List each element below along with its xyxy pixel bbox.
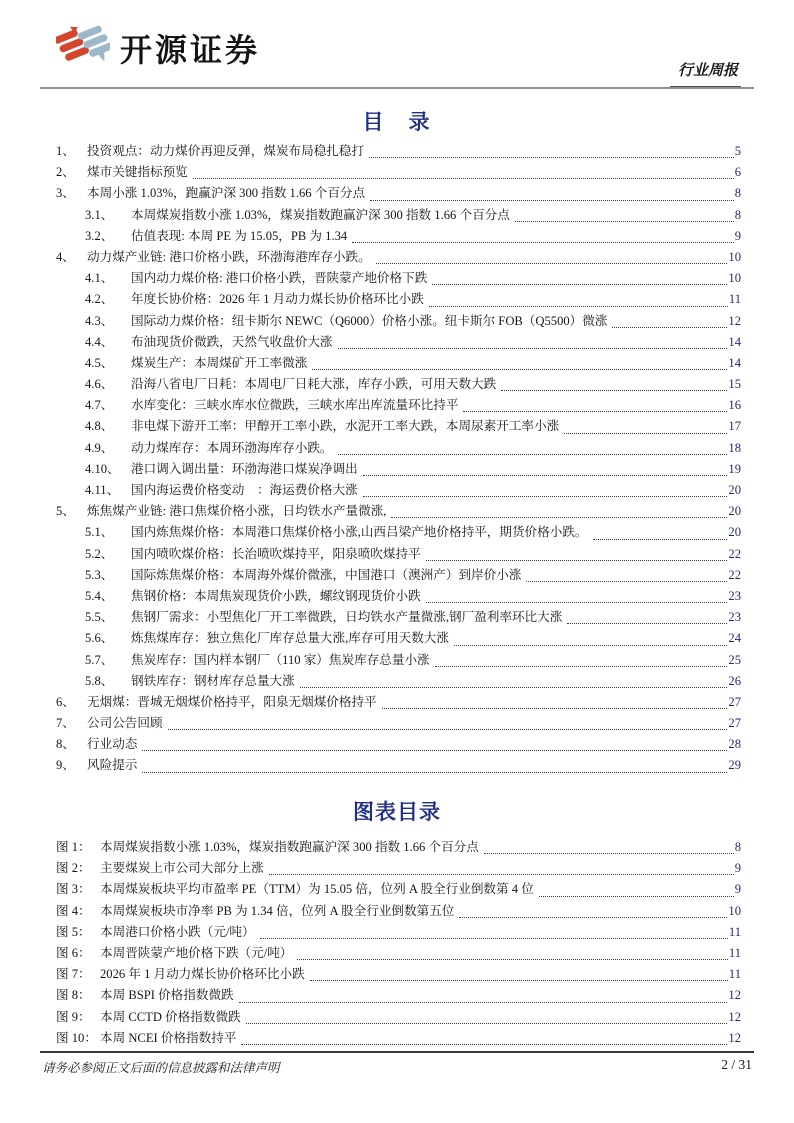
- dot-leader: [363, 496, 728, 497]
- toc-entry-page[interactable]: 12: [728, 313, 741, 328]
- toc-entry-number: 图 7：: [56, 967, 91, 982]
- page-number-indicator: 2 / 31: [721, 1057, 752, 1072]
- toc-entry-page[interactable]: 14: [728, 355, 741, 370]
- toc-entry[interactable]: [56, 522, 741, 543]
- dot-leader: [300, 687, 728, 688]
- toc-entry-page[interactable]: 27: [728, 716, 741, 731]
- toc-entry-page[interactable]: 17: [728, 419, 741, 434]
- toc-entry-page[interactable]: 22: [728, 567, 741, 582]
- toc-list: [56, 141, 741, 777]
- toc-entry-title: 主要煤炭上市公司大部分上涨: [100, 861, 264, 876]
- toc-entry-page[interactable]: 23: [728, 588, 741, 603]
- toc-entry-title: 本周煤炭指数小涨 1.03%，煤炭指数跑赢沪深 300 指数 1.66 个百分点: [100, 840, 479, 854]
- toc-entry-title: 动力煤库存：本周环渤海库存小跌。: [131, 440, 333, 455]
- dot-leader: [564, 433, 727, 434]
- toc-entry-title: 国内炼焦煤价格：本周港口焦煤价格小涨,山西吕梁产地价格持平，期货价格小跌。: [131, 525, 588, 540]
- toc-entry-page[interactable]: 18: [728, 440, 741, 455]
- toc-entry-number: 4.9、: [85, 440, 114, 455]
- toc-entry-title: 国际动力煤价格：纽卡斯尔 NEWC（Q6000）价格小涨。纽卡斯尔 FOB（Q5500）微涨: [131, 313, 608, 328]
- toc-entry-number: 4.5、: [85, 355, 114, 370]
- toc-entry[interactable]: [56, 247, 741, 268]
- toc-entry[interactable]: [56, 943, 741, 964]
- toc-entry-title: 本周晋陕蒙产地价格下跌（元/吨）: [100, 945, 293, 960]
- toc-entry[interactable]: [56, 1028, 741, 1049]
- toc-entry[interactable]: [56, 901, 741, 922]
- toc-entry[interactable]: [56, 565, 741, 586]
- toc-entry[interactable]: [56, 964, 741, 985]
- toc-entry-page[interactable]: 23: [728, 610, 741, 625]
- toc-entry-title: 港口调入调出量：环渤海港口煤炭净调出: [131, 461, 358, 476]
- dot-leader: [312, 369, 727, 370]
- toc-entry[interactable]: [56, 311, 741, 332]
- toc-entry-page[interactable]: 19: [728, 461, 741, 476]
- toc-entry-number: 4.4、: [85, 334, 114, 349]
- toc-entry-number: 5.4、: [85, 588, 114, 603]
- toc-entry-title: 无烟煤：晋城无烟煤价格持平，阳泉无烟煤价格持平: [87, 694, 377, 709]
- toc-entry[interactable]: [56, 628, 741, 649]
- toc-entry-number: 4.11、: [85, 483, 120, 497]
- dot-leader: [363, 475, 728, 476]
- toc-entry[interactable]: [56, 438, 741, 459]
- dot-leader: [459, 917, 727, 918]
- toc-entry[interactable]: [56, 289, 741, 310]
- toc-entry-page[interactable]: 11: [728, 924, 741, 939]
- toc-entry-number: 图 2：: [56, 861, 91, 876]
- toc-entry-number: 5.6、: [85, 631, 114, 646]
- toc-entry-number: 6、: [56, 694, 75, 709]
- figure-list: [56, 837, 741, 1049]
- toc-entry-title: 国内喷吹煤价格：长治喷吹煤持平，阳泉喷吹煤持平: [131, 546, 421, 561]
- footer-divider: [40, 1051, 754, 1053]
- toc-entry-number: 4.1、: [85, 271, 114, 286]
- toc-entry-page[interactable]: 15: [728, 377, 741, 392]
- dot-leader: [246, 1023, 728, 1024]
- toc-entry-title: 本周港口价格小跌（元/吨）: [100, 924, 255, 939]
- toc-entry[interactable]: [56, 607, 741, 628]
- kaiyuan-logo-icon: [56, 22, 110, 74]
- toc-entry-number: 图 8：: [56, 988, 91, 1003]
- dot-leader: [526, 581, 727, 582]
- toc-entry[interactable]: [56, 501, 741, 522]
- dot-leader: [168, 729, 728, 730]
- toc-entry-title: 焦炭库存：国内样本钢厂（110 家）焦炭库存总量小涨: [131, 652, 430, 667]
- toc-entry-page[interactable]: 11: [728, 967, 741, 982]
- toc-entry[interactable]: [56, 459, 741, 480]
- toc-entry-number: 4.2、: [85, 292, 114, 307]
- toc-entry-title: 国内海运费价格变动 ：海运费价格大涨: [131, 483, 358, 497]
- toc-entry-number: 3、: [56, 186, 75, 201]
- toc-entry[interactable]: [56, 544, 741, 565]
- toc-entry-page[interactable]: 12: [728, 1030, 741, 1045]
- toc-entry[interactable]: [56, 755, 741, 776]
- toc-entry-title: 煤市关键指标预览: [87, 165, 188, 180]
- toc-entry-page[interactable]: 8: [734, 840, 741, 854]
- toc-entry-title: 国内动力煤价格: 港口价格小跌，晋陕蒙产地价格下跌: [131, 271, 428, 286]
- toc-entry[interactable]: [56, 205, 741, 226]
- toc-entry[interactable]: [56, 268, 741, 289]
- toc-entry-page[interactable]: 10: [728, 271, 741, 286]
- toc-entry[interactable]: [56, 353, 741, 374]
- toc-entry-page[interactable]: 12: [728, 988, 741, 1003]
- dot-leader: [463, 411, 727, 412]
- toc-entry-title: 投资观点：动力煤价再迎反弹，煤炭布局稳扎稳打: [87, 144, 365, 158]
- toc-entry[interactable]: [56, 985, 741, 1006]
- toc-entry-number: 1、: [56, 144, 75, 158]
- toc-entry-page[interactable]: 10: [728, 903, 741, 918]
- toc-entry-number: 图 9：: [56, 1009, 91, 1024]
- toc-entry-title: 本周小涨 1.03%，跑赢沪深 300 指数 1.66 个百分点: [87, 186, 366, 201]
- toc-entry-page[interactable]: 11: [728, 292, 741, 307]
- toc-entry-page[interactable]: 29: [728, 758, 741, 773]
- toc-entry-page[interactable]: 25: [728, 652, 741, 667]
- toc-entry[interactable]: [56, 1007, 741, 1028]
- toc-entry[interactable]: [56, 416, 741, 437]
- toc-entry-number: 3.2、: [85, 228, 114, 243]
- toc-entry-title: 动力煤产业链: 港口价格小跌，环渤海港库存小跌。: [87, 249, 371, 264]
- header-divider: [40, 87, 754, 89]
- toc-entry[interactable]: [56, 837, 741, 858]
- toc-entry-number: 图 10：: [56, 1030, 97, 1045]
- toc-entry-page[interactable]: 6: [734, 165, 741, 180]
- toc-entry-title: 风险提示: [87, 758, 138, 773]
- dot-leader: [310, 980, 728, 981]
- toc-entry-number: 5.8、: [85, 673, 114, 688]
- dot-leader: [142, 772, 727, 773]
- toc-entry[interactable]: [56, 879, 741, 900]
- toc-entry[interactable]: [56, 395, 741, 416]
- dot-leader: [612, 327, 727, 328]
- toc-entry-page[interactable]: 8: [734, 186, 741, 201]
- toc-entry[interactable]: [56, 183, 741, 204]
- toc-entry-number: 4.6、: [85, 377, 114, 392]
- figure-toc-title: 图表目录: [353, 800, 441, 824]
- toc-entry-title: 国际炼焦煤价格：本周海外煤价微涨，中国港口（澳洲产）到岸价小涨: [131, 567, 522, 582]
- toc-entry[interactable]: [56, 734, 741, 755]
- toc-entry-title: 水库变化：三峡水库水位微跌，三峡水库出库流量环比持平: [131, 398, 459, 413]
- dot-leader: [391, 517, 727, 518]
- toc-entry-page[interactable]: 20: [728, 483, 741, 497]
- toc-entry-page[interactable]: 27: [728, 694, 741, 709]
- dot-leader: [539, 896, 734, 897]
- dot-leader: [193, 178, 734, 179]
- dot-leader: [501, 390, 727, 391]
- toc-entry-title: 钢铁库存：钢材库存总量大涨: [131, 673, 295, 688]
- toc-entry-number: 5.3、: [85, 567, 114, 582]
- toc-entry[interactable]: [56, 650, 741, 671]
- dot-leader: [369, 157, 734, 158]
- toc-entry-title: 本周煤炭板块市净率 PB 为 1.34 倍，位列 A 股全行业倒数第五位: [100, 903, 455, 918]
- toc-entry-title: 沿海八省电厂日耗：本周电厂日耗大涨，库存小跌，可用天数大跌: [131, 377, 497, 392]
- toc-entry-number: 图 6：: [56, 945, 91, 960]
- toc-entry-page[interactable]: 9: [734, 861, 741, 876]
- dot-leader: [352, 242, 733, 243]
- toc-entry-number: 5、: [56, 504, 75, 519]
- toc-entry-number: 2、: [56, 165, 75, 180]
- toc-entry-number: 5.2、: [85, 546, 114, 561]
- toc-entry-title: 本周煤炭指数小涨 1.03%，煤炭指数跑赢沪深 300 指数 1.66 个百分点: [131, 207, 510, 222]
- toc-entry-title: 非电煤下游开工率：甲醇开工率小跌，水泥开工率大跌，本周尿素开工率小涨: [131, 419, 560, 434]
- toc-entry-page[interactable]: 12: [728, 1009, 741, 1024]
- toc-entry-page[interactable]: 9: [734, 882, 741, 897]
- toc-entry-title: 炼焦煤产业链: 港口焦煤价格小涨，日均铁水产量微涨,: [87, 504, 387, 519]
- dot-leader: [435, 666, 728, 667]
- toc-entry-title: 煤炭生产：本周煤矿开工率微涨: [131, 355, 308, 370]
- toc-entry-number: 图 1：: [56, 840, 91, 854]
- toc-entry-page[interactable]: 20: [728, 504, 741, 519]
- dot-leader: [484, 853, 734, 854]
- dot-leader: [426, 560, 728, 561]
- dot-leader: [370, 200, 734, 201]
- toc-entry-title: 布油现货价微跌，天然气收盘价大涨: [131, 334, 333, 349]
- dot-leader: [454, 645, 727, 646]
- dot-leader: [382, 708, 728, 709]
- toc-entry[interactable]: [56, 332, 741, 353]
- toc-entry[interactable]: [56, 858, 741, 879]
- toc-entry-page[interactable]: 28: [728, 737, 741, 752]
- toc-entry-number: 4、: [56, 249, 75, 264]
- toc-entry-title: 本周 CCTD 价格指数微跌: [100, 1009, 241, 1024]
- toc-entry-title: 炼焦煤库存：独立焦化厂库存总量大涨,库存可用天数大涨: [131, 631, 449, 646]
- toc-entry-page[interactable]: 20: [728, 525, 741, 540]
- dot-leader: [429, 306, 728, 307]
- toc-entry-page[interactable]: 14: [728, 334, 741, 349]
- toc-entry-number: 5.7、: [85, 652, 114, 667]
- toc-entry-page[interactable]: 5: [734, 144, 741, 158]
- toc-entry[interactable]: [56, 162, 741, 183]
- dot-leader: [241, 1044, 727, 1045]
- dot-leader: [338, 454, 728, 455]
- toc-entry-page[interactable]: 16: [728, 398, 741, 413]
- toc-entry-number: 7、: [56, 716, 75, 731]
- toc-entry-page[interactable]: 8: [734, 207, 741, 222]
- toc-entry[interactable]: [56, 671, 741, 692]
- toc-entry-number: 4.7、: [85, 398, 114, 413]
- toc-entry[interactable]: [56, 586, 741, 607]
- toc-entry-page[interactable]: 26: [728, 673, 741, 688]
- toc-entry-number: 图 4：: [56, 903, 91, 918]
- toc-entry-number: 3.1、: [85, 207, 114, 222]
- dot-leader: [338, 348, 728, 349]
- toc-entry-number: 4.3、: [85, 313, 114, 328]
- toc-entry-page[interactable]: 10: [728, 249, 741, 264]
- toc-entry-page[interactable]: 11: [728, 945, 741, 960]
- toc-entry-page[interactable]: 24: [728, 631, 741, 646]
- dot-leader: [260, 938, 728, 939]
- toc-title: 目 录: [362, 110, 432, 134]
- toc-entry-number: 图 5：: [56, 924, 91, 939]
- toc-entry[interactable]: [56, 713, 741, 734]
- dot-leader: [426, 602, 728, 603]
- toc-entry-number: 5.1、: [85, 525, 114, 540]
- toc-entry-page[interactable]: 22: [728, 546, 741, 561]
- dot-leader: [593, 539, 728, 540]
- dot-leader: [515, 221, 734, 222]
- toc-entry-title: 年度长协价格：2026 年 1 月动力煤长协价格环比小跌: [131, 292, 424, 307]
- toc-entry-number: 8、: [56, 737, 75, 752]
- toc-entry-title: 本周煤炭板块平均市盈率 PE（TTM）为 15.05 倍，位列 A 股全行业倒数第 4 位: [100, 882, 534, 897]
- report-type-label: 行业周报: [670, 59, 741, 89]
- toc-entry[interactable]: [56, 922, 741, 943]
- dot-leader: [239, 1002, 728, 1003]
- toc-entry[interactable]: [56, 226, 741, 247]
- dot-leader: [432, 284, 727, 285]
- toc-entry-number: 5.5、: [85, 610, 114, 625]
- toc-entry-title: 本周 NCEI 价格指数持平: [100, 1030, 237, 1045]
- brand-name: 开源证券: [120, 31, 261, 69]
- toc-entry[interactable]: [56, 141, 741, 162]
- toc-entry-number: 图 3：: [56, 882, 91, 897]
- toc-entry-title: 2026 年 1 月动力煤长协价格环比小跌: [100, 967, 305, 982]
- brand-logo: [56, 22, 260, 74]
- dot-leader: [142, 750, 727, 751]
- toc-entry-page[interactable]: 9: [734, 228, 741, 243]
- toc-entry-title: 焦钢价格：本周焦炭现货价小跌，螺纹钢现货价小跌: [131, 588, 421, 603]
- toc-entry[interactable]: [56, 480, 741, 501]
- toc-entry[interactable]: [56, 692, 741, 713]
- toc-entry-number: 4.10、: [85, 461, 120, 476]
- toc-entry-title: 焦钢厂需求：小型焦化厂开工率微跌，日均铁水产量微涨,钢厂盈利率环比大涨: [131, 610, 563, 625]
- toc-entry-title: 行业动态: [87, 737, 138, 752]
- toc-entry-number: 4.8、: [85, 419, 114, 434]
- toc-entry-title: 估值表现: 本周 PE 为 15.05，PB 为 1.34: [131, 228, 348, 243]
- toc-entry-title: 公司公告回顾: [87, 716, 163, 731]
- toc-entry[interactable]: [56, 374, 741, 395]
- toc-entry-number: 9、: [56, 758, 75, 773]
- dot-leader: [297, 959, 727, 960]
- dot-leader: [376, 263, 728, 264]
- toc-entry-title: 本周 BSPI 价格指数微跌: [100, 988, 234, 1003]
- dot-leader: [269, 874, 734, 875]
- dot-leader: [567, 623, 727, 624]
- footer-disclaimer: 请务必参阅正文后面的信息披露和法律声明: [42, 1061, 280, 1075]
